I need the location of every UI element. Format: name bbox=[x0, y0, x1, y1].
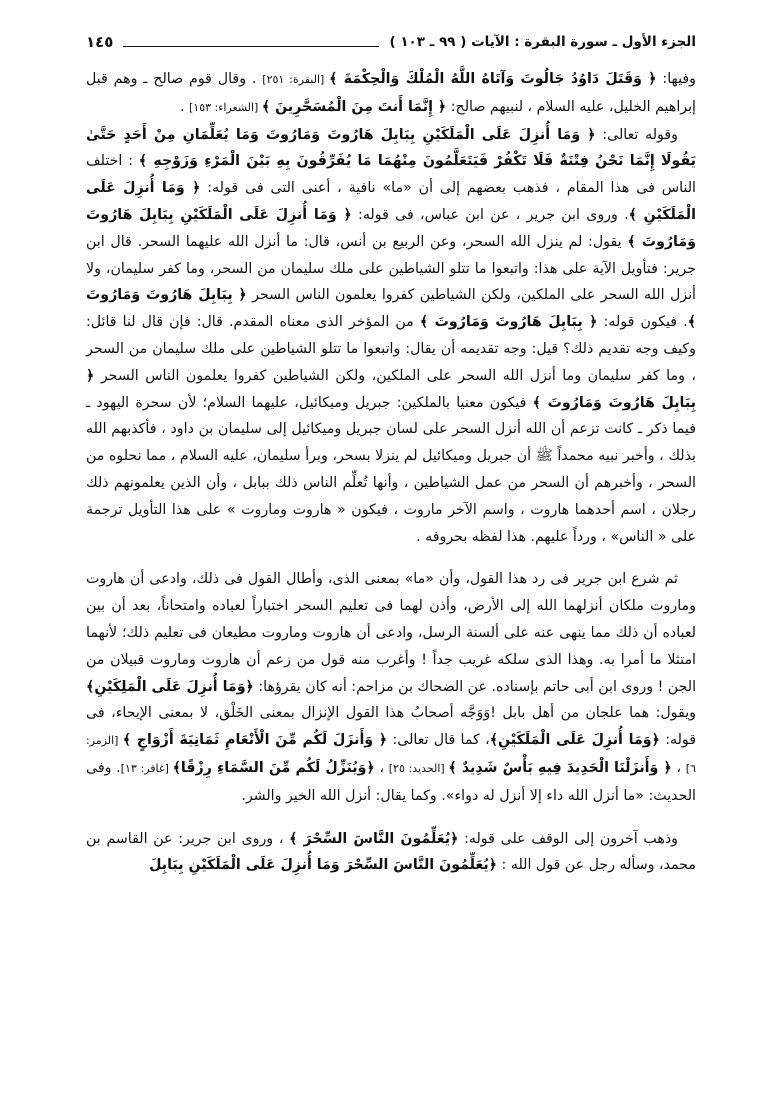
body-text-segment: ثم شرع ابن جرير فى رد هذا القول، وأن «ما» بمعنى الذى، وأطال القول فى ذلك، وادعى أن هاروت وماروت ملكان أنزلهما الله إلى الأرض، وأذن لهما فى تعليم السحر اختباراً لعباده وامتحاناً، بعد أن بين لعباده أن ذلك مما ينهى عنه على ألسنة الرسل، وادعى أن هاروت وماروت مطيعان فى تعليم ذلك؛ لأنهما امتثلا ما أمرا به. وهذا الذى سلكه غريب جداً ! وأغرب منه قول من زعم أن هاروت وماروت قبيلان من الجن ! وروى ابن أبى حاتم بإسناده. عن الضحاك بن مزاحم: أنه كان يقرؤها: bbox=[86, 571, 697, 695]
body-text-segment: من المؤخر الذى معناه المقدم. قال: فإن قال لنا قائل: وكيف وجه تقديم ذلك؟ قيل: وجه تقديمه أن يقال: واتبعوا ما تتلو الشياطين على ملك سليمان من السحر ، وما كفر سليمان وما أنزل الله السحر على الملكين، ولكن الشياطين كفروا يعلمون الناس السحر bbox=[86, 314, 696, 384]
quran-verse: ﴿ بِبَابِلَ هَارُوتَ وَمَارُوتَ ﴾ bbox=[86, 367, 696, 411]
quran-verse: ﴿يُعَلِّمُونَ النَّاسَ السِّحْرَ وَمَا أُنزِلَ عَلَى الْمَلَكَيْنِ بِبَابِلَ bbox=[149, 857, 498, 874]
body-text-segment: وفيها: bbox=[656, 71, 696, 87]
quran-verse: ﴿ وَأَنزَلْنَا الْحَدِيدَ فِيهِ بَأْسٌ شَدِيدٌ ﴾ bbox=[448, 759, 672, 776]
quran-verse: ﴿ وَمَا أُنزِلَ عَلَى الْمَلَكَيْنِ بِبَابِلَ هَارُوتَ وَمَارُوتَ ﴾ bbox=[86, 206, 696, 250]
body-text-segment: . وفى الحديث: «ما أنزل الله داء إلا أنزل له دواء». وكما يقال: أنزل الله الخير والشر. bbox=[86, 759, 696, 804]
body-text-segment: . وروى ابن جرير ، عن ابن عباس، فى قوله: bbox=[351, 206, 629, 223]
paragraph-gap bbox=[86, 810, 696, 826]
quran-verse: ﴿ وَمَا أُنزِلَ عَلَى الْمَلَكَيْنِ بِبَابِلَ هَارُوتَ وَمَارُوتَ وَمَا يُعَلِّمَانِ مِنْ أَحَدٍ حَتَّىٰ يَقُولَا إِنَّمَا نَحْنُ فِتْنَةٌ فَلَا تَكْفُرْ فَيَتَعَلَّمُونَ مِنْهُمَا مَا يُفَرِّقُونَ بِهِ بَيْنَ الْمَرْءِ وَزَوْجِهِ ﴾ bbox=[86, 126, 696, 170]
page-number: ١٤٥ bbox=[86, 33, 114, 51]
verse-reference: [البقرة: ٢٥١] bbox=[262, 73, 330, 86]
paragraph bbox=[86, 826, 696, 880]
book-page bbox=[86, 30, 696, 879]
quran-verse: ﴿ وَقَتَلَ دَاوُدُ جَالُوتَ وَآتَاهُ اللَّهُ الْمُلْكَ وَالْحِكْمَةَ ﴾ bbox=[329, 71, 657, 87]
body-text-segment: . فيكون قوله: bbox=[597, 314, 688, 331]
body-text-segment: ، وروى ابن جرير: عن القاسم بن محمد، وسأله رجل عن قول الله : bbox=[86, 830, 696, 874]
body-text-segment: : اختلف الناس فى هذا المقام ، فذهب بعضهم إلى أن «ما» نافية ، أعنى التى فى قوله: bbox=[86, 153, 696, 197]
quran-verse: ﴿وَمَا أُنزِلَ عَلَى الْمَلِكَيْنِ﴾ bbox=[86, 678, 254, 695]
quran-verse: ﴿وَيُنَزِّلُ لَكُم مِّنَ السَّمَاءِ رِزْقًا﴾ bbox=[172, 759, 375, 776]
quran-verse: ﴿وَمَا أُنزِلَ عَلَى الْمَلَكَيْنِ﴾ bbox=[489, 732, 660, 749]
paragraph bbox=[86, 566, 696, 809]
body-text-segment: ، كما قال تعالى: bbox=[387, 732, 490, 749]
paragraph-gap bbox=[86, 550, 696, 566]
page-header bbox=[86, 30, 696, 54]
quran-verse: ﴿يُعَلِّمُونَ النَّاسَ السِّحْرَ ﴾ bbox=[289, 830, 459, 847]
paragraph bbox=[86, 66, 696, 122]
body-text-segment: . bbox=[179, 98, 189, 115]
body-text-segment: فيكون معنيا بالملكين: جبريل وميكائيل، عليهما السلام؛ لأن سحرة اليهود ـ فيما ذكر ـ كانت تزعم أن الله أنزل السحر على لسان جبريل وميكائيل إلى سليمان بن داود ، فأكذبهم الله بذلك ، وأخبر نبيه محمداً ﷺ أن جبريل وميكائيل لم ينزلا بسحر، وبرأ سليمان، عليه السلام ، مما نحلوه من السحر ، وأخبرهم أن السحر من عمل الشياطين ، وأنها تُعلِّم الناس ذلك ببابل ، وأن الذين يعلمونهم ذلك رجلان ، اسم أحدهما هاروت ، واسم الآخر ماروت ، فيكون « هاروت وماروت » على هذا التأويل ترجمة على « الناس» ، ورداً عليهم. هذا لفظه بحروفه . bbox=[86, 394, 696, 545]
header-rule bbox=[123, 46, 379, 47]
paragraph bbox=[86, 122, 696, 551]
quran-verse: ﴿ وَمَا أُنزِلَ عَلَى الْمَلَكَيْنِ ﴾ bbox=[86, 180, 696, 223]
body-text-segment: ، bbox=[671, 759, 686, 776]
body-text-segment: ، bbox=[374, 759, 389, 776]
body-text-segment: وقوله تعالى: bbox=[595, 126, 678, 143]
verse-reference: [الزمر: ٦] bbox=[86, 734, 696, 775]
verse-reference: [الشعراء: ١٥٣] bbox=[188, 100, 262, 114]
quran-verse: ﴿ وَأَنزَلَ لَكُم مِّنَ الْأَنْعَامِ ثَمَانِيَةَ أَزْوَاجٍ ﴾ bbox=[122, 732, 388, 749]
body-text-segment: . وقال قوم صالح ـ وهم قبل إبراهيم الخليل، عليه السلام ، لنبيهم صالح: bbox=[86, 71, 696, 115]
quran-verse: ﴿ إِنَّمَا أَنتَ مِنَ الْمُسَحَّرِينَ ﴾ bbox=[261, 98, 447, 115]
quran-verse: ﴿ بِبَابِلَ هَارُوتَ وَمَارُوتَ ﴾ bbox=[419, 314, 598, 331]
body-text-segment: يقول: لم ينزل الله السحر، وعن الربيع بن أنس، قال: ما أنزل الله عليهما السحر. قال ابن جرير: فتأويل الآية على هذا: واتبعوا ما تتلو الشياطين على ملك سليمان من السحر، وما كفر سليمان، ولا أنزل الله السحر على الملكين، ولكن الشياطين كفروا يعلمون الناس السحر bbox=[86, 233, 696, 304]
body-text-segment: ويقول: هما علجان من أهل بابل !وَوَجَّه أصحابُ هذا القول الإنزال بمعنى الخَلْق، لا بمعنى الإيحاء، فى قوله: bbox=[86, 705, 697, 749]
verse-reference: [غافر: ١٣] bbox=[120, 761, 173, 775]
verse-reference: [الحديد: ٢٥] bbox=[388, 761, 449, 775]
body-text bbox=[86, 66, 696, 879]
running-title: الجزء الأول ـ سورة البقرة : الآيات ( ٩٩ ـ ١٠٣ ) bbox=[389, 34, 696, 50]
quran-verse: ﴿ بِبَابِلَ هَارُوتَ وَمَارُوتَ ﴾ bbox=[86, 287, 697, 331]
body-text-segment: وذهب آخرون إلى الوقف على قوله: bbox=[458, 830, 678, 847]
